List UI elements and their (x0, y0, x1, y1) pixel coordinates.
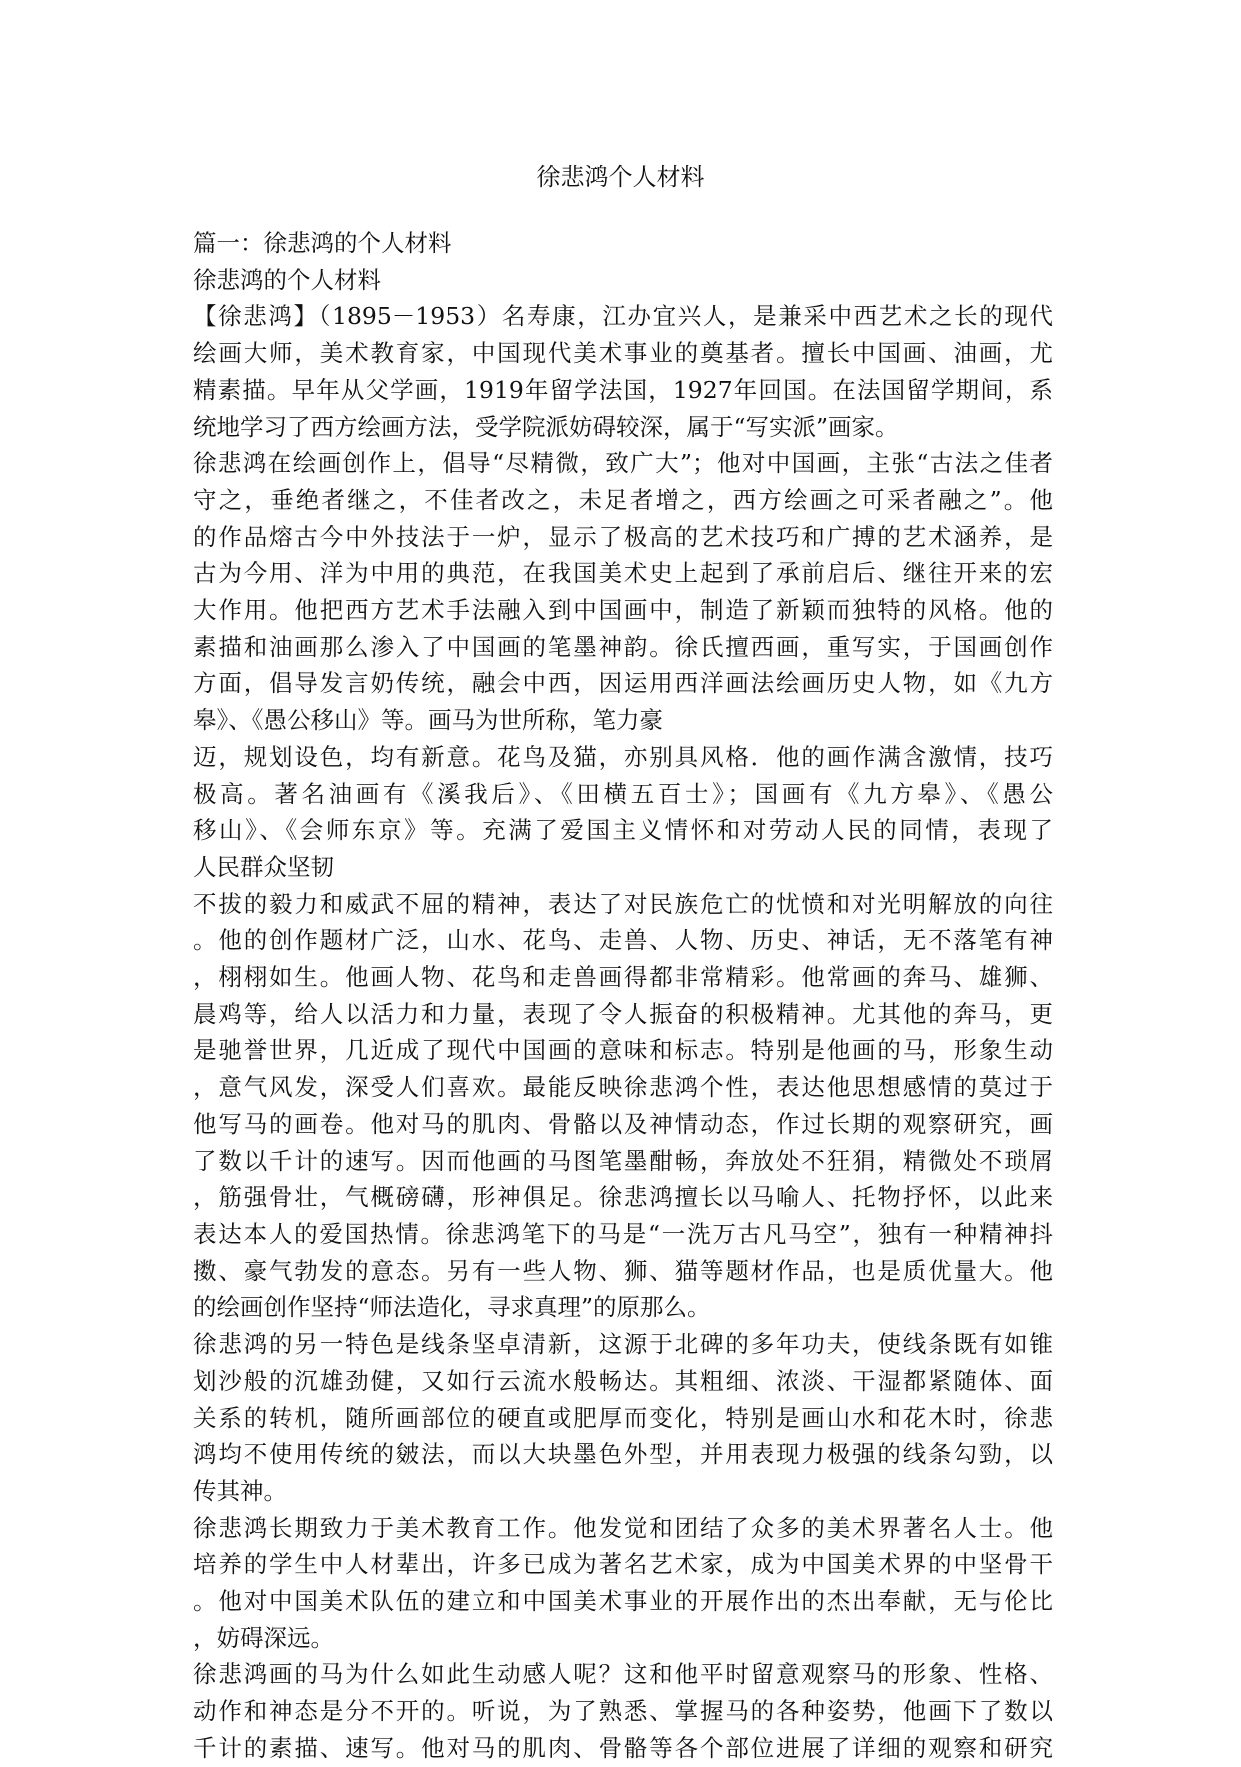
text-line: 守之，垂绝者继之，不佳者改之，未足者增之，西方绘画之可采者融之”。他 (193, 485, 1053, 514)
text-line: 的绘画创作坚持“师法造化，寻求真理”的原那么。 (193, 1293, 711, 1322)
text-line: 精素描。早年从父学画，1919年留学法国，1927年回国。在法国留学期间，系 (193, 375, 1053, 404)
text-line: 统地学习了西方绘画方法，受学院派妨碍较深，属于“写实派”画家。 (193, 412, 899, 441)
text-line: 关系的转机，随所画部位的硬直或肥厚而变化，特别是画山水和花木时，徐悲 (193, 1403, 1053, 1432)
text-line: 【徐悲鸿】（1895－1953）名寿康，江办宜兴人，是兼采中西艺术之长的现代 (193, 302, 1053, 331)
text-line: ，筋强骨壮，气概磅礴，形神俱足。徐悲鸿擅长以马喻人、托物抒怀，以此来 (193, 1183, 1053, 1212)
text-line: 千计的素描、速写。他对马的肌肉、骨骼等各个部位进展了详细的观察和研究 (193, 1733, 1053, 1762)
text-line: 晨鸡等，给人以活力和力量，表现了令人振奋的积极精神。尤其他的奔马，更 (193, 999, 1053, 1028)
text-line: 。他的创作题材广泛，山水、花鸟、走兽、人物、历史、神话，无不落笔有神 (193, 926, 1053, 955)
text-line: 徐悲鸿的另一特色是线条坚卓清新，这源于北碑的多年功夫，使线条既有如锥 (193, 1330, 1053, 1359)
text-line: 。他对中国美术队伍的建立和中国美术事业的开展作出的杰出奉献，无与伦比 (193, 1587, 1053, 1616)
text-line: 动作和神态是分不开的。听说，为了熟悉、掌握马的各种姿势，他画下了数以 (193, 1697, 1053, 1726)
text-line: 人民群众坚韧 (193, 852, 334, 881)
text-line: 鸿均不使用传统的皴法，而以大块墨色外型，并用表现力极强的线条勾勁，以 (193, 1440, 1053, 1469)
text-line: 古为今用、洋为中用的典范，在我国美术史上起到了承前启后、继往开来的宏 (193, 559, 1053, 588)
text-line: 表达本人的爱国热情。徐悲鸿笔下的马是“一洗万古凡马空”，独有一种精神抖 (193, 1219, 1053, 1248)
text-line: 不拔的毅力和威武不屈的精神，表达了对民族危亡的忧愤和对光明解放的向往 (193, 889, 1053, 918)
text-line: ，妨碍深远。 (193, 1623, 334, 1652)
text-line: 移山》、《会师东京》等。充满了爱国主义情怀和对劳动人民的同情，表现了 (193, 816, 1053, 845)
text-line: 皋》、《愚公移山》等。画马为世所称，笔力豪 (193, 706, 663, 735)
text-line: 划沙般的沉雄劲健，又如行云流水般畅达。其粗细、浓淡、干湿都紧随体、面 (193, 1366, 1053, 1395)
text-line: 是驰誉世界，几近成了现代中国画的意味和标志。特别是他画的马，形象生动 (193, 1036, 1053, 1065)
text-line: 他写马的画卷。他对马的肌肉、骨骼以及神情动态，作过长期的观察研究，画 (193, 1109, 1053, 1138)
text-line: 擞、豪气勃发的意态。另有一些人物、狮、猫等题材作品，也是质优量大。他 (193, 1256, 1053, 1285)
text-line: 绘画大师，美术教育家，中国现代美术事业的奠基者。擅长中国画、油画，尤 (193, 339, 1053, 368)
text-line: 徐悲鸿长期致力于美术教育工作。他发觉和团结了众多的美术界著名人士。他 (193, 1513, 1053, 1542)
text-line: 传其神。 (193, 1476, 287, 1505)
text-line: 大作用。他把西方艺术手法融入到中国画中，制造了新颖而独特的风格。他的 (193, 596, 1053, 625)
document-body (193, 225, 1053, 1767)
text-line: 了数以千计的速写。因而他画的马图笔墨酣畅，奔放处不狂狷，精微处不琐屑 (193, 1146, 1053, 1175)
text-line: ，意气风发，深受人们喜欢。最能反映徐悲鸿个性，表达他思想感情的莫过于 (193, 1073, 1053, 1102)
text-line: 徐悲鸿的个人材料 (193, 265, 381, 294)
text-line: 迈，规划设色，均有新意。花鸟及猫，亦别具风格．他的画作满含激情，技巧 (193, 742, 1053, 771)
text-line: 徐悲鸿画的马为什么如此生动感人呢？这和他平时留意观察马的形象、性格、 (193, 1660, 1053, 1689)
text-line: 徐悲鸿在绘画创作上，倡导“尽精微，致广大”；他对中国画，主张“古法之佳者 (193, 449, 1053, 478)
text-line: 培养的学生中人材辈出，许多已成为著名艺术家，成为中国美术界的中坚骨干 (193, 1550, 1053, 1579)
text-line: 极高。著名油画有《溪我后》、《田横五百士》；国画有《九方皋》、《愚公 (193, 779, 1053, 808)
text-line: 的作品熔古今中外技法于一炉，显示了极高的艺术技巧和广搏的艺术涵养，是 (193, 522, 1053, 551)
text-line: 方面，倡导发言奶传统，融会中西，因运用西洋画法绘画历史人物，如《九方 (193, 669, 1053, 698)
text-line: 篇一：徐悲鸿的个人材料 (193, 229, 452, 257)
text-line: ，栩栩如生。他画人物、花鸟和走兽画得都非常精彩。他常画的奔马、雄狮、 (193, 963, 1053, 992)
document-title: 徐悲鸿个人材料 (536, 163, 705, 191)
text-line: 素描和油画那么渗入了中国画的笔墨神韵。徐氏擅西画，重写实，于国画创作 (193, 632, 1053, 661)
